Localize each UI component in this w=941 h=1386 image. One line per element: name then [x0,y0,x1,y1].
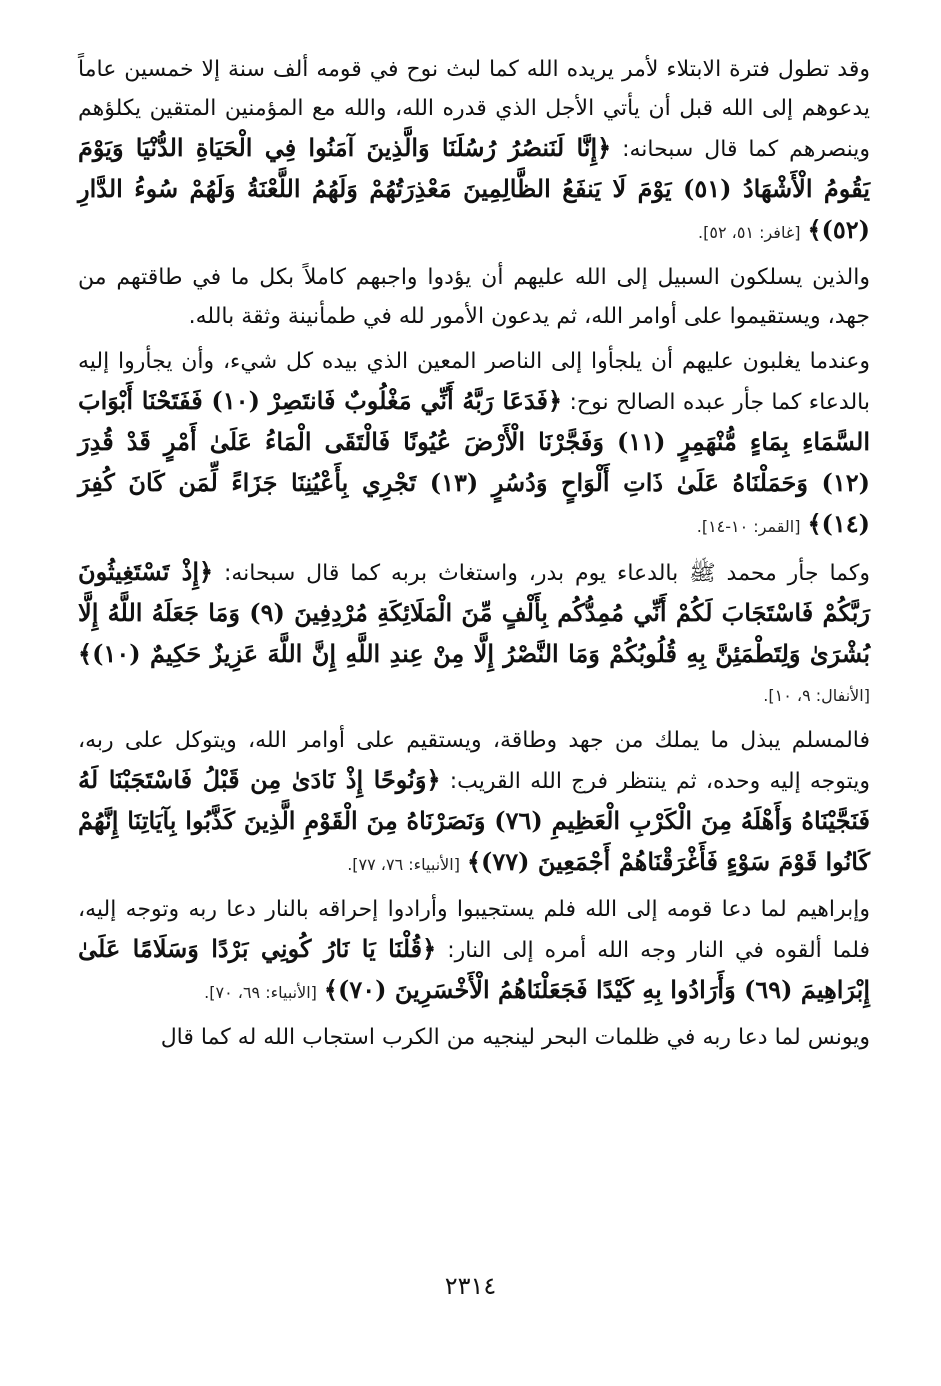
paragraph-4: وكما جأر محمد ﷺ بالدعاء يوم بدر، واستغاث بربه كما قال سبحانه: ﴿إِذْ تَسْتَغِيثُونَ رَبَّكُمْ فَاسْتَجَابَ لَكُمْ أَنِّي مُمِدُّكُم بِأَلْفٍ مِّنَ الْمَلَائِكَةِ مُرْدِفِينَ (٩) وَمَا جَعَلَهُ اللَّهُ إِلَّا بُشْرَىٰ وَلِتَطْمَئِنَّ بِهِ قُلُوبُكُمْ وَمَا النَّصْرُ إِلَّا مِنْ عِندِ اللَّهِ إِنَّ اللَّهَ عَزِيزٌ حَكِيمٌ (١٠)﴾ [الأنفال: ٩، ١٠]. [78,557,870,705]
quran-verse: ﴿فَدَعَا رَبَّهُ أَنِّي مَغْلُوبٌ فَانتَصِرْ (١٠) فَفَتَحْنَا أَبْوَابَ السَّمَاءِ بِمَاءٍ مُّنْهَمِرٍ (١١) وَفَجَّرْنَا الْأَرْضَ عُيُونًا فَالْتَقَى الْمَاءُ عَلَىٰ أَمْرٍ قَدْ قُدِرَ (١٢) وَحَمَلْنَاهُ عَلَىٰ ذَاتِ أَلْوَاحٍ وَدُسُرٍ (١٣) تَجْرِي بِأَعْيُنِنَا جَزَاءً لِّمَن كَانَ كُفِرَ (١٤)﴾ [78,386,871,538]
paragraph-1: وقد تطول فترة الابتلاء لأمر يريده الله كما لبث نوح في قومه ألف سنة إلا خمسين عاماً يدعوهم إلى الله قبل أن يأتي الأجل الذي قدره الله، والله مع المؤمنين المتقين يكلؤهم وينصرهم كما قال سبحانه: ﴿إِنَّا لَنَنصُرُ رُسُلَنَا وَالَّذِينَ آمَنُوا فِي الْحَيَاةِ الدُّنْيَا وَيَوْمَ يَقُومُ الْأَشْهَادُ (٥١) يَوْمَ لَا يَنفَعُ الظَّالِمِينَ مَعْذِرَتُهُمْ وَلَهُمُ اللَّعْنَةُ وَلَهُمْ سُوءُ الدَّارِ (٥٢)﴾ [غافر: ٥١، ٥٢]. [78,57,870,244]
verse-reference: [الأنبياء: ٧٦، ٧٧]. [347,855,460,874]
paragraph-6: وإبراهيم لما دعا قومه إلى الله فلم يستجيبوا وأرادوا إحراقه بالنار دعا ربه وتوجه إليه، فلما ألقوه في النار وجه الله أمره إلى النار: ﴿قُلْنَا يَا نَارُ كُونِي بَرْدًا وَسَلَامًا عَلَىٰ إِبْرَاهِيمَ (٦٩) وَأَرَادُوا بِهِ كَيْدًا فَجَعَلْنَاهُمُ الْأَخْسَرِينَ (٧٠)﴾ [الأنبياء: ٦٩، ٧٠]. [78,897,871,1004]
page-number: ٢٣١٤ [444,1272,497,1300]
quran-verse: ﴿إِنَّا لَنَنصُرُ رُسُلَنَا وَالَّذِينَ آمَنُوا فِي الْحَيَاةِ الدُّنْيَا وَيَوْمَ يَقُومُ الْأَشْهَادُ (٥١) يَوْمَ لَا يَنفَعُ الظَّالِمِينَ مَعْذِرَتُهُمْ وَلَهُمُ اللَّعْنَةُ وَلَهُمْ سُوءُ الدَّارِ (٥٢)﴾ [78,133,870,244]
paragraph-7: ويونس لما دعا ربه في ظلمات البحر لينجيه من الكرب استجاب الله له كما قال [160,1025,870,1050]
quran-verse: ﴿قُلْنَا يَا نَارُ كُونِي بَرْدًا وَسَلَامًا عَلَىٰ إِبْرَاهِيمَ (٦٩) وَأَرَادُوا بِهِ كَيْدًا فَجَعَلْنَاهُمُ الْأَخْسَرِينَ (٧٠)﴾ [78,934,870,1004]
quran-verse: ﴿إِذْ تَسْتَغِيثُونَ رَبَّكُمْ فَاسْتَجَابَ لَكُمْ أَنِّي مُمِدُّكُم بِأَلْفٍ مِّنَ الْمَلَائِكَةِ مُرْدِفِينَ (٩) وَمَا جَعَلَهُ اللَّهُ إِلَّا بُشْرَىٰ وَلِتَطْمَئِنَّ بِهِ قُلُوبُكُمْ وَمَا النَّصْرُ إِلَّا مِنْ عِندِ اللَّهِ إِنَّ اللَّهَ عَزِيزٌ حَكِيمٌ (١٠)﴾ [78,557,870,668]
paragraph-3: وعندما يغلبون عليهم أن يلجأوا إلى الناصر المعين الذي بيده كل شيء، وأن يجأروا إليه بالدعاء كما جأر عبده الصالح نوح: ﴿فَدَعَا رَبَّهُ أَنِّي مَغْلُوبٌ فَانتَصِرْ (١٠) فَفَتَحْنَا أَبْوَابَ السَّمَاءِ بِمَاءٍ مُّنْهَمِرٍ (١١) وَفَجَّرْنَا الْأَرْضَ عُيُونًا فَالْتَقَى الْمَاءُ عَلَىٰ أَمْرٍ قَدْ قُدِرَ (١٢) وَحَمَلْنَاهُ عَلَىٰ ذَاتِ أَلْوَاحٍ وَدُسُرٍ (١٣) تَجْرِي بِأَعْيُنِنَا جَزَاءً لِّمَن كَانَ كُفِرَ (١٤)﴾ [القمر: ١٠-١٤]. [78,349,871,538]
paragraph-5: فالمسلم يبذل ما يملك من جهد وطاقة، ويستقيم على أوامر الله، ويتوكل على ربه، ويتوجه إليه وحده، ثم ينتظر فرج الله القريب: ﴿وَنُوحًا إِذْ نَادَىٰ مِن قَبْلُ فَاسْتَجَبْنَا لَهُ فَنَجَّيْنَاهُ وَأَهْلَهُ مِنَ الْكَرْبِ الْعَظِيمِ (٧٦) وَنَصَرْنَاهُ مِنَ الْقَوْمِ الَّذِينَ كَذَّبُوا بِآيَاتِنَا إِنَّهُمْ كَانُوا قَوْمَ سَوْءٍ فَأَغْرَقْنَاهُمْ أَجْمَعِينَ (٧٧)﴾ [الأنبياء: ٧٦، ٧٧]. [78,728,871,876]
paragraph-2: والذين يسلكون السبيل إلى الله عليهم أن يؤدوا واجبهم كاملاً بكل ما في طاقتهم من جهد، ويستقيموا على أوامر الله، ثم يدعون الأمور لله في طمأنينة وثقة بالله. [78,265,870,329]
verse-reference: [الأنبياء: ٦٩، ٧٠]. [204,983,317,1002]
verse-reference: [القمر: ١٠-١٤]. [696,517,801,536]
quran-verse: ﴿وَنُوحًا إِذْ نَادَىٰ مِن قَبْلُ فَاسْتَجَبْنَا لَهُ فَنَجَّيْنَاهُ وَأَهْلَهُ مِنَ الْكَرْبِ الْعَظِيمِ (٧٦) وَنَصَرْنَاهُ مِنَ الْقَوْمِ الَّذِينَ كَذَّبُوا بِآيَاتِنَا إِنَّهُمْ كَانُوا قَوْمَ سَوْءٍ فَأَغْرَقْنَاهُمْ أَجْمَعِينَ (٧٧)﴾ [78,765,871,876]
verse-reference: [غافر: ٥١، ٥٢]. [698,223,801,242]
body-text [78,50,870,1063]
verse-reference: [الأنفال: ٩، ١٠]. [763,686,870,705]
